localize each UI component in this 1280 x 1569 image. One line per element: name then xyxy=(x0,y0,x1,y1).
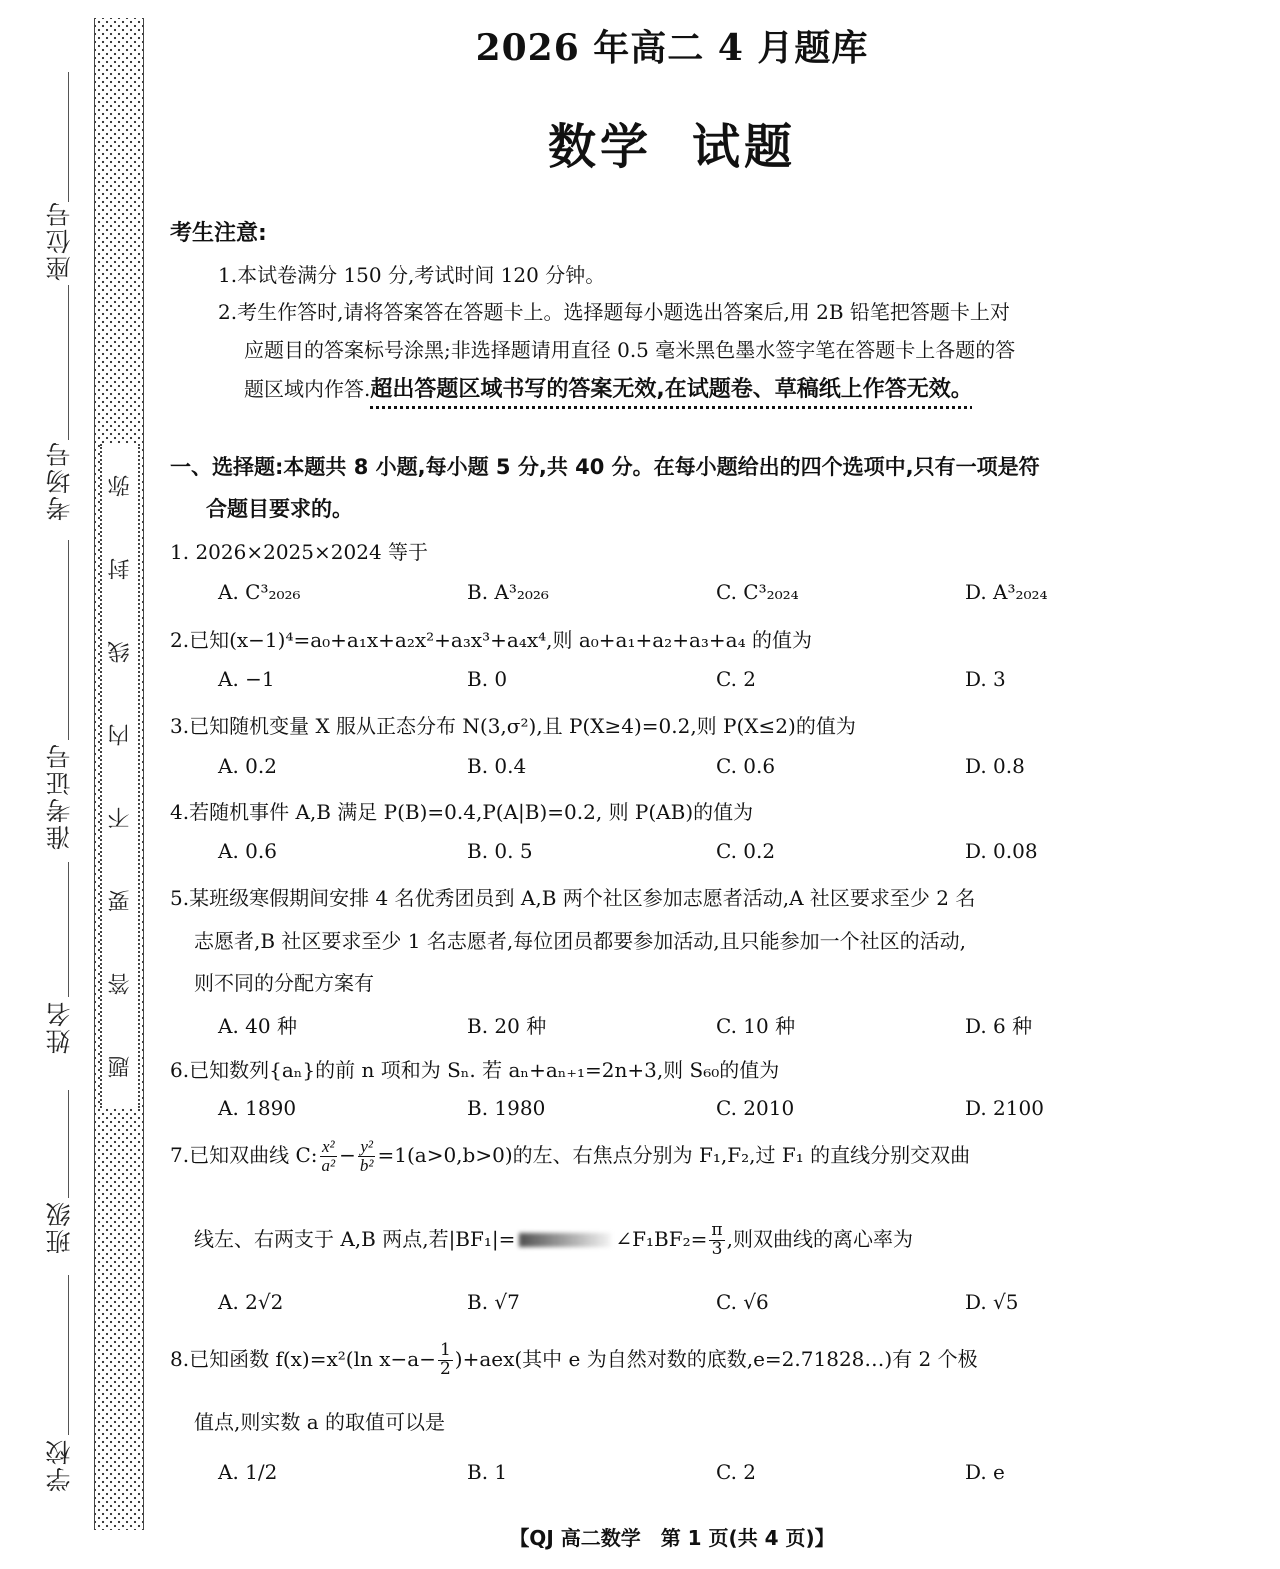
subtitle: 试题 xyxy=(692,119,797,175)
fraction-x2-a2: $\frac{\text{x²}}{\text{a²}}$ xyxy=(321,1137,336,1175)
class-field xyxy=(40,1200,80,1254)
seal-char: 答 xyxy=(107,972,133,995)
option-d[interactable]: D. 0.08 xyxy=(965,839,1038,863)
name-fill-line[interactable] xyxy=(68,862,69,997)
option-b[interactable]: B. 1980 xyxy=(467,1096,546,1120)
question-text: 2026×2025×2024 等于 xyxy=(195,540,429,564)
option-d[interactable]: D. A³₂₀₂₄ xyxy=(965,580,1048,604)
option-a[interactable]: A. 0.2 xyxy=(218,754,277,778)
question-text: 已知数列{aₙ}的前 n 项和为 Sₙ. 若 aₙ+aₙ₊₁=2n+3,则 S₆₀的值为 xyxy=(189,1058,780,1082)
seat-field xyxy=(40,200,80,281)
question-8-line2: 值点,则实数 a 的取值可以是 xyxy=(194,1410,445,1434)
question-text: ∠F₁BF₂= xyxy=(615,1226,708,1251)
name-field xyxy=(40,1000,80,1054)
option-a[interactable]: A. −1 xyxy=(218,667,275,691)
question-8 xyxy=(170,1342,978,1379)
option-a[interactable]: A. 40 种 xyxy=(218,1014,297,1038)
fraction-pi-3: $\frac{\pi}{3}$ xyxy=(711,1220,723,1259)
question-text: ,则双曲线的离心率为 xyxy=(726,1226,913,1251)
notice-item-2-line3 xyxy=(244,372,973,403)
question-text: )+aex(其中 e 为自然对数的底数,e=2.71828…)有 2 个极 xyxy=(454,1346,978,1371)
fraction-1-2: $\frac{1}{2}$ xyxy=(439,1340,451,1379)
option-b[interactable]: B. 0. 5 xyxy=(467,839,533,863)
question-number: 6. xyxy=(170,1058,190,1082)
room-field xyxy=(40,440,80,521)
section-heading-line1: 一、选择题:本题共 8 小题,每小题 5 分,共 40 分。在每小题给出的四个选项中,只有一项是符 xyxy=(170,455,1040,479)
seal-char: 线 xyxy=(107,640,133,663)
question-number: 8. xyxy=(170,1346,190,1371)
seal-char: 内 xyxy=(107,723,133,746)
question-number: 2. xyxy=(170,628,190,652)
notice-heading: 考生注意: xyxy=(170,221,267,246)
section-heading-line2: 合题目要求的。 xyxy=(206,497,353,521)
option-d[interactable]: D. 2100 xyxy=(965,1096,1044,1120)
question-4 xyxy=(170,796,753,825)
seal-char: 题 xyxy=(107,1055,133,1078)
option-b[interactable]: B. A³₂₀₂₆ xyxy=(467,580,549,604)
subject: 数学 xyxy=(547,119,652,175)
option-c[interactable]: C. 2010 xyxy=(716,1096,795,1120)
page-footer: 【QJ 高二数学 第 1 页(共 4 页)】 xyxy=(509,1526,835,1550)
question-text: 若随机事件 A,B 满足 P(B)=0.4,P(A|B)=0.2, 则 P(AB)的值为 xyxy=(189,800,754,824)
option-c[interactable]: C. √6 xyxy=(716,1290,769,1314)
option-c[interactable]: C. 2 xyxy=(716,667,757,691)
seal-char: 弥 xyxy=(107,474,133,497)
question-7-line2 xyxy=(194,1222,913,1259)
admission-fill-line[interactable] xyxy=(68,540,69,740)
redacted-value xyxy=(519,1233,611,1247)
option-a[interactable]: A. C³₂₀₂₆ xyxy=(218,580,301,604)
question-2 xyxy=(170,624,812,653)
question-5-line2: 志愿者,B 社区要求至少 1 名志愿者,每位团员都要参加活动,且只能参加一个社区的活动, xyxy=(194,929,966,953)
option-a[interactable]: A. 1890 xyxy=(218,1096,297,1120)
question-text: 已知随机变量 X 服从正态分布 N(3,σ²),且 P(X≥4)=0.2,则 P(X≤2)的值为 xyxy=(189,714,856,738)
question-text: 已知函数 f(x)=x²(ln x−a− xyxy=(189,1346,436,1371)
seat-label: 座位号 xyxy=(45,200,74,281)
option-d[interactable]: D. 0.8 xyxy=(965,754,1025,778)
question-5 xyxy=(170,882,975,911)
school-fill-line[interactable] xyxy=(68,1275,69,1435)
notice-item-2-line1: 2.考生作答时,请将答案答在答题卡上。选择题每小题选出答案后,用 2B 铅笔把答题卡上对 xyxy=(218,300,1010,324)
question-text: 线左、右两支于 A,B 两点,若|BF₁|= xyxy=(194,1226,516,1251)
class-fill-line[interactable] xyxy=(68,1090,69,1198)
option-d[interactable]: D. √5 xyxy=(965,1290,1019,1314)
option-b[interactable]: B. 20 种 xyxy=(467,1014,547,1038)
school-label: 学校 xyxy=(45,1438,74,1492)
notice-plain: 题区域内作答. xyxy=(244,377,371,401)
exam-title: 2026 年高二 4 月题库 xyxy=(475,27,869,69)
option-a[interactable]: A. 2√2 xyxy=(218,1290,284,1314)
option-c[interactable]: C. 0.2 xyxy=(716,839,776,863)
question-1 xyxy=(170,536,428,565)
option-a[interactable]: A. 1/2 xyxy=(218,1460,278,1484)
seal-char: 封 xyxy=(107,557,133,580)
question-number: 7. xyxy=(170,1142,190,1167)
question-number: 3. xyxy=(170,714,190,738)
option-b[interactable]: B. √7 xyxy=(467,1290,520,1314)
notice-item-2-line2: 应题目的答案标号涂黑;非选择题请用直径 0.5 毫米黑色墨水签字笔在答题卡上各题的答 xyxy=(244,338,1016,362)
question-text: 某班级寒假期间安排 4 名优秀团员到 A,B 两个社区参加志愿者活动,A 社区要求至少 2 名 xyxy=(189,886,976,910)
option-c[interactable]: C. C³₂₀₂₄ xyxy=(716,580,799,604)
exam-subject-title xyxy=(0,108,1280,177)
option-a[interactable]: A. 0.6 xyxy=(218,839,277,863)
notice-emphasis: 超出答题区域书写的答案无效,在试题卷、草稿纸上作答无效。 xyxy=(370,377,973,402)
seal-char: 要 xyxy=(107,889,133,912)
notice-item-1: 1.本试卷满分 150 分,考试时间 120 分钟。 xyxy=(218,263,606,287)
name-label: 姓名 xyxy=(45,1000,74,1054)
option-c[interactable]: C. 2 xyxy=(716,1460,757,1484)
class-label: 班级 xyxy=(45,1200,74,1254)
admission-field xyxy=(40,742,80,850)
option-b[interactable]: B. 0 xyxy=(467,667,508,691)
option-d[interactable]: D. e xyxy=(965,1460,1005,1484)
question-5-line3: 则不同的分配方案有 xyxy=(194,971,374,995)
question-text: 已知双曲线 C: xyxy=(189,1142,318,1167)
option-d[interactable]: D. 3 xyxy=(965,667,1006,691)
fraction-y2-b2: $\frac{\text{y²}}{\text{b²}}$ xyxy=(359,1137,374,1175)
question-7: 7.已知双曲线 C: $\frac{\text{x²}}{\text{a²}}$ − $\frac{\text{y²}}{\text{b²}}$ =1(a>0,b>0)的左、右焦点分别为 F₁,F₂,过 F₁ 的直线分别交双曲 xyxy=(170,1137,971,1175)
question-text: =1(a>0,b>0)的左、右焦点分别为 F₁,F₂,过 F₁ 的直线分别交双曲 xyxy=(377,1142,971,1167)
question-text: 已知(x−1)⁴=a₀+a₁x+a₂x²+a₃x³+a₄x⁴,则 a₀+a₁+a₂+a₃+a₄ 的值为 xyxy=(189,628,812,652)
option-d[interactable]: D. 6 种 xyxy=(965,1014,1033,1038)
question-number: 1. xyxy=(170,540,190,564)
room-fill-line[interactable] xyxy=(68,285,69,440)
question-number: 4. xyxy=(170,800,190,824)
seal-char: 不 xyxy=(107,806,133,829)
option-c[interactable]: C. 10 种 xyxy=(716,1014,796,1038)
option-b[interactable]: B. 1 xyxy=(467,1460,508,1484)
question-number: 5. xyxy=(170,886,190,910)
seal-notice xyxy=(100,444,140,1108)
school-field xyxy=(40,1438,80,1492)
option-c[interactable]: C. 0.6 xyxy=(716,754,776,778)
question-3 xyxy=(170,710,856,739)
room-label: 考场号 xyxy=(45,440,74,521)
admission-label: 准考证号 xyxy=(45,742,74,850)
option-b[interactable]: B. 0.4 xyxy=(467,754,527,778)
question-6 xyxy=(170,1054,779,1083)
